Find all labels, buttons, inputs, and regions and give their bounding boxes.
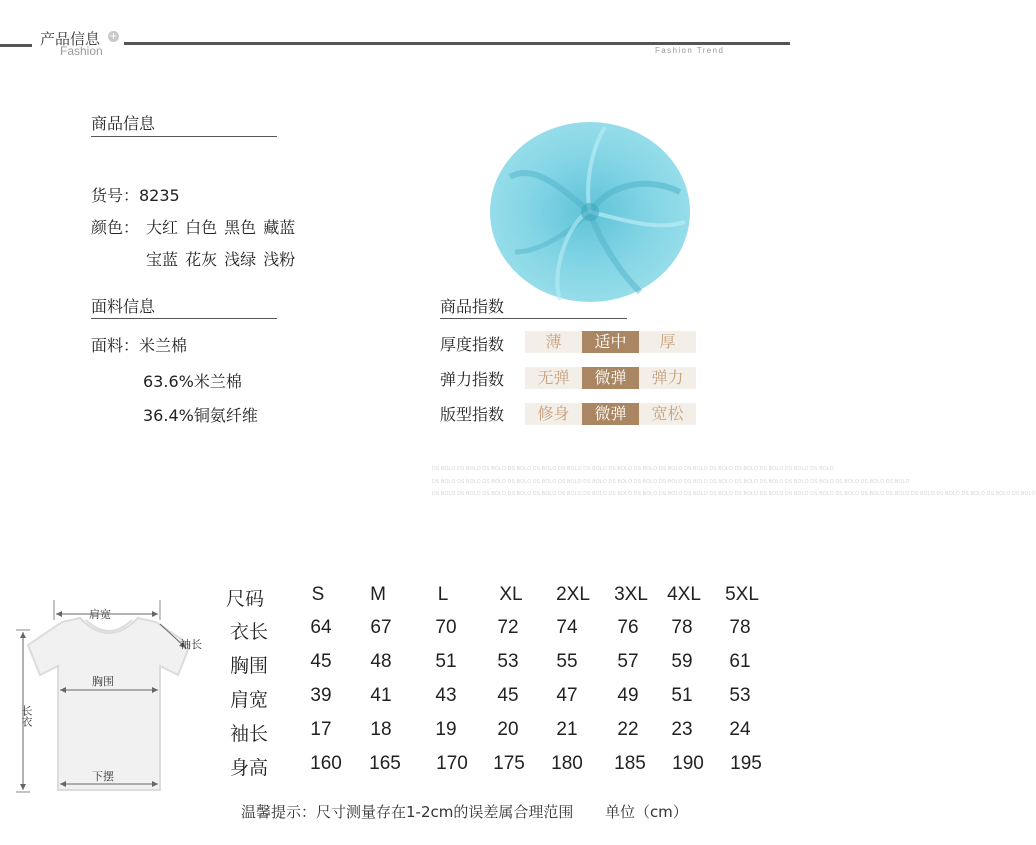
size-cell: 78 xyxy=(671,617,693,638)
size-cell: 24 xyxy=(729,719,751,740)
size-row-label: 胸围 xyxy=(230,655,269,677)
watermark-line-1: DS BOLO DS BOLO DS BOLO DS BOLO DS BOLO DS BOLO DS BOLO DS BOLO DS BOLO DS BOLO DS BOLO DS BOLO DS BOLO DS BOLO DS BOLO DS BOLO xyxy=(432,466,834,472)
diagram-length-label: 长衣 xyxy=(20,705,33,727)
item-number: 货号：8235 xyxy=(91,186,180,205)
watermark-line-2: DS BOLO DS BOLO DS BOLO DS BOLO DS BOLO DS BOLO DS BOLO DS BOLO DS BOLO DS BOLO DS BOLO DS BOLO DS BOLO DS BOLO DS BOLO DS BOLO DS BOLO DS BOLO DS BOLO xyxy=(432,479,910,485)
size-cell: 53 xyxy=(729,685,751,706)
fabric-info-title: 面料信息 xyxy=(91,297,156,316)
elasticity-option-stretch: 弹力 xyxy=(639,367,696,389)
size-cell: 39 xyxy=(310,685,332,706)
size-cell: 78 xyxy=(729,617,751,638)
size-row-label: 袖长 xyxy=(230,723,269,745)
plus-icon: + xyxy=(109,31,118,42)
thickness-option-thick: 厚 xyxy=(639,331,696,353)
size-cell: 53 xyxy=(497,651,519,672)
size-cell: 21 xyxy=(556,719,578,740)
fabric-info-divider xyxy=(91,318,277,319)
size-col-header: 2XL xyxy=(556,584,590,605)
size-cell: 59 xyxy=(671,651,693,672)
size-cell: 160 xyxy=(310,753,342,774)
size-cell: 74 xyxy=(556,617,578,638)
size-cell: 49 xyxy=(617,685,639,706)
size-cell: 64 xyxy=(310,617,332,638)
size-cell: 19 xyxy=(435,719,457,740)
watermark-line-3: DS BOLO DS BOLO DS BOLO DS BOLO DS BOLO DS BOLO DS BOLO DS BOLO DS BOLO DS BOLO DS BOLO DS BOLO DS BOLO DS BOLO DS BOLO DS BOLO DS BOLO DS BOLO DS BOLO DS BOLO DS BOLO DS BOLO DS BOLO DS BOLO xyxy=(432,491,1036,497)
size-tip-unit: 单位（cm） xyxy=(604,803,688,821)
size-tip-text: 温馨提示：尺寸测量存在1-2cm的误差属合理范围 xyxy=(241,803,574,821)
size-row-label: 肩宽 xyxy=(230,689,269,711)
header-divider-right xyxy=(124,42,790,45)
size-cell: 17 xyxy=(310,719,332,740)
elasticity-index-scale xyxy=(525,367,697,389)
size-cell: 48 xyxy=(370,651,392,672)
size-cell: 43 xyxy=(435,685,457,706)
thickness-option-thin: 薄 xyxy=(525,331,582,353)
colors-line-1: 大红 白色 黑色 藏蓝 xyxy=(146,218,296,237)
size-col-header: XL xyxy=(499,584,523,605)
thickness-index-label: 厚度指数 xyxy=(440,335,505,354)
size-cell: 190 xyxy=(672,753,704,774)
size-row-label: 身高 xyxy=(230,757,269,779)
size-row-label: 衣长 xyxy=(230,621,269,643)
size-cell: 51 xyxy=(671,685,693,706)
fit-option-loose: 宽松 xyxy=(639,403,696,425)
diagram-shoulder-label: 肩宽 xyxy=(89,608,111,621)
elasticity-option-none: 无弹 xyxy=(525,367,582,389)
size-cell: 185 xyxy=(614,753,646,774)
size-cell: 45 xyxy=(497,685,519,706)
fit-option-slim: 修身 xyxy=(525,403,582,425)
header-trend: Fashion Trend xyxy=(655,46,725,55)
fabric-swatch-image xyxy=(490,122,690,302)
size-cell: 45 xyxy=(310,651,332,672)
size-cell: 72 xyxy=(497,617,519,638)
size-cell: 55 xyxy=(556,651,578,672)
product-info-title: 商品信息 xyxy=(91,114,156,133)
size-col-header: 5XL xyxy=(725,584,759,605)
diagram-sleeve-label: 袖长 xyxy=(180,638,202,651)
size-cell: 22 xyxy=(617,719,639,740)
index-info-divider xyxy=(440,318,627,319)
size-cell: 70 xyxy=(435,617,457,638)
size-cell: 20 xyxy=(497,719,519,740)
fit-index-scale xyxy=(525,403,697,425)
elasticity-index-label: 弹力指数 xyxy=(440,370,505,389)
size-cell: 180 xyxy=(551,753,583,774)
size-header-label: 尺码 xyxy=(226,588,265,610)
header-title: 产品信息 xyxy=(40,30,101,48)
size-col-header: 4XL xyxy=(667,584,701,605)
size-cell: 41 xyxy=(370,685,392,706)
size-cell: 67 xyxy=(370,617,392,638)
size-cell: 76 xyxy=(617,617,639,638)
colors-line-2: 宝蓝 花灰 浅绿 浅粉 xyxy=(146,250,296,269)
diagram-chest-label: 胸围 xyxy=(92,675,114,688)
size-cell: 51 xyxy=(435,651,457,672)
size-tip xyxy=(241,801,688,822)
size-cell: 18 xyxy=(370,719,392,740)
header-divider-left xyxy=(0,44,32,47)
fabric-composition-1: 63.6%米兰棉 xyxy=(143,372,242,391)
size-cell: 61 xyxy=(729,651,751,672)
fit-option-slight: 微弹 xyxy=(582,403,639,425)
size-cell: 195 xyxy=(730,753,762,774)
size-cell: 47 xyxy=(556,685,578,706)
size-col-header: L xyxy=(437,584,449,605)
size-col-header: 3XL xyxy=(614,584,648,605)
size-col-header: M xyxy=(370,584,386,605)
diagram-hem-label: 下摆 xyxy=(92,770,114,783)
size-cell: 165 xyxy=(369,753,401,774)
size-cell: 170 xyxy=(436,753,468,774)
product-info-divider xyxy=(91,136,277,137)
size-cell: 23 xyxy=(671,719,693,740)
size-cell: 57 xyxy=(617,651,639,672)
size-col-header: S xyxy=(311,584,325,605)
size-cell: 175 xyxy=(493,753,525,774)
colors-label: 颜色： xyxy=(91,218,140,237)
fabric-material: 面料：米兰棉 xyxy=(91,336,188,355)
header-subtitle: Fashion xyxy=(60,44,103,58)
thickness-index-scale xyxy=(525,331,697,353)
index-info-title: 商品指数 xyxy=(440,297,505,316)
fit-index-label: 版型指数 xyxy=(440,405,505,424)
elasticity-option-slight: 微弹 xyxy=(582,367,639,389)
thickness-option-medium: 适中 xyxy=(582,331,639,353)
fabric-composition-2: 36.4%铜氨纤维 xyxy=(143,406,258,425)
